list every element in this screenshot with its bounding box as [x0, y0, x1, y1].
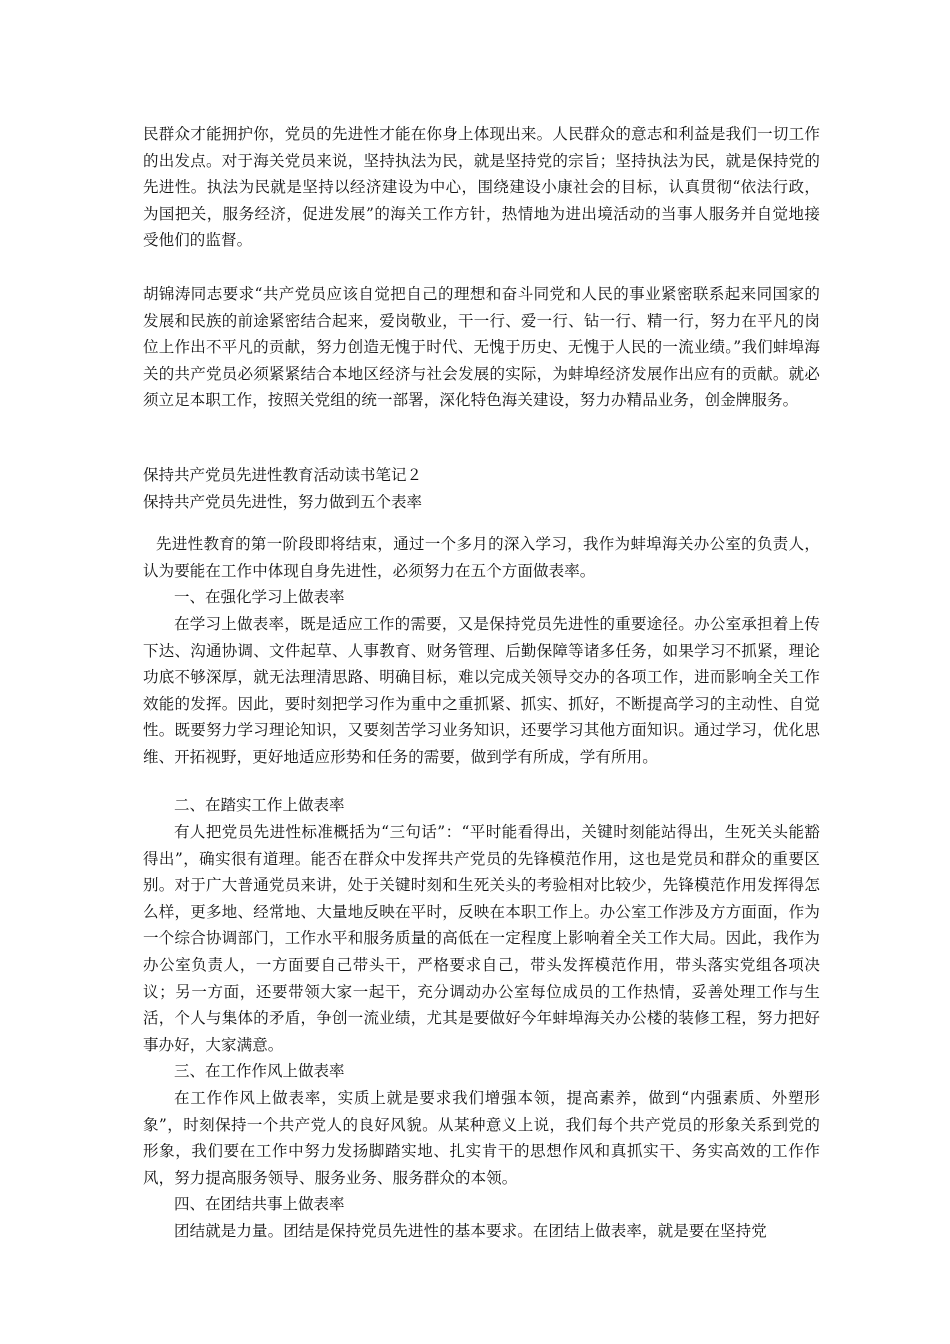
section-body-style: 在工作作风上做表率，实质上就是要求我们增强本领，提高素养，做到“内强素质、外塑形象”，时刻保持一个共产党人的良好风貌。从某种意义上说，我们每个共产党员的形象关系到党的形象，我们要在工作中努力发扬脚踏实地、扎实肯干的思想作风和真抓实干、务实高效的工作作风，努力提高服务领导、服务业务、服务群众的本领。	[143, 1089, 820, 1187]
spacer	[143, 254, 820, 281]
section-heading-study: 一、在强化学习上做表率	[174, 588, 345, 607]
section-heading-unity: 四、在团结共事上做表率	[174, 1195, 345, 1214]
document-page	[143, 121, 820, 1245]
article-subtitle: 保持共产党员先进性，努力做到五个表率	[143, 492, 423, 511]
section-heading-style: 三、在工作作风上做表率	[174, 1062, 345, 1081]
article-title: 保持共产党员先进性教育活动读书笔记２	[143, 465, 423, 484]
section-body-unity: 团结就是力量。团结是保持党员先进性的基本要求。在团结上做表率，就是要在坚持党	[174, 1221, 767, 1240]
spacer	[143, 515, 820, 531]
section-heading-work: 二、在踏实工作上做表率	[174, 796, 345, 815]
section-body-work: 有人把党员先进性标准概括为“三句话”：“平时能看得出，关键时刻能站得出，生死关头能豁得出”，确实很有道理。能否在群众中发挥共产党员的先锋模范作用，这也是党员和群众的重要区别。对于广大普通党员来讲，处于关键时刻和生死关头的考验相对比较少，先锋模范作用发挥得怎么样，更多地、经常地、大量地反映在平时，反映在本职工作上。办公室工作涉及方方面面，作为一个综合协调部门，工作水平和服务质量的高低在一定程度上影响着全关工作大局。因此，我作为办公室负责人，一方面要自己带头干，严格要求自己，带头发挥模范作用，带头落实党组各项决议；另一方面，还要带领大家一起干，充分调动办公室每位成员的工作热情，妥善处理工作与生活，个人与集体的矛盾，争创一流业绩，尤其是要做好今年蚌埠海关办公楼的装修工程，努力把好事办好，大家满意。	[143, 823, 820, 1054]
paragraph-law-enforcement-for-people: 民群众才能拥护你，党员的先进性才能在你身上体现出来。人民群众的意志和利益是我们一切工作的出发点。对于海关党员来说，坚持执法为民，就是坚持党的宗旨；坚持执法为民，就是保持党的先进性。执法为民就是坚持以经济建设为中心，围绕建设小康社会的目标，认真贯彻“依法行政，为国把关，服务经济，促进发展”的海关工作方针，热情地为进出境活动的当事人服务并自觉地接受他们的监督。	[143, 125, 820, 250]
intro-paragraph: 先进性教育的第一阶段即将结束，通过一个多月的深入学习，我作为蚌埠海关办公室的负责人，认为要能在工作中体现自身先进性，必须努力在五个方面做表率。	[143, 535, 820, 580]
spacer	[143, 414, 820, 462]
paragraph-hu-jintao-requirement: 胡锦涛同志要求“共产党员应该自觉把自己的理想和奋斗同党和人民的事业紧密联系起来同国家的发展和民族的前途紧密结合起来，爱岗敬业，干一行、爱一行、钻一行、精一行，努力在平凡的岗位上作出不平凡的贡献，努力创造无愧于时代、无愧于历史、无愧于人民的一流业绩。”我们蚌埠海关的共产党员必须紧紧结合本地区经济与社会发展的实际，为蚌埠经济发展作出应有的贡献。就必须立足本职工作，按照关党组的统一部署，深化特色海关建设，努力办精品业务，创金牌服务。	[143, 284, 820, 410]
spacer	[143, 776, 820, 792]
section-body-study: 在学习上做表率，既是适应工作的需要，又是保持党员先进性的重要途径。办公室承担着上传下达、沟通协调、文件起草、人事教育、财务管理、后勤保障等诸多任务，如果学习不抓紧，理论功底不够深厚，就无法理清思路、明确目标，难以完成关领导交办的各项工作，进而影响全关工作效能的发挥。因此，要时刻把学习作为重中之重抓紧、抓实、抓好，不断提高学习的主动性、自觉性。既要努力学习理论知识，又要刻苦学习业务知识，还要学习其他方面知识。通过学习，优化思维、开拓视野，更好地适应形势和任务的需要，做到学有所成，学有所用。	[143, 614, 820, 766]
